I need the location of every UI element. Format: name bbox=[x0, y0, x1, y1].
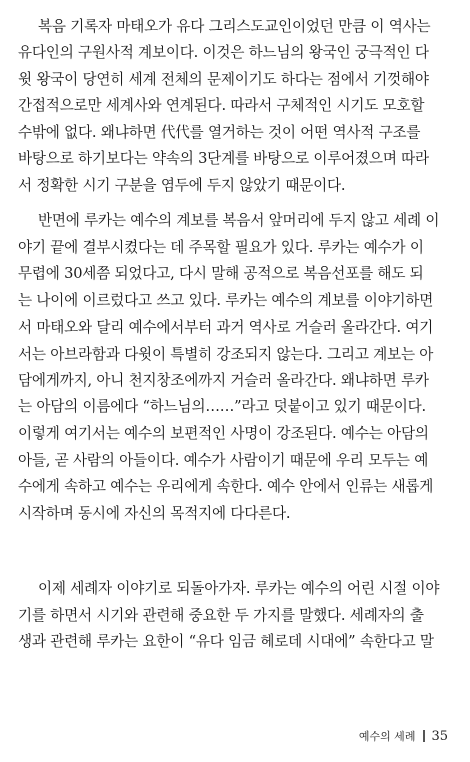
text-line: 생과 관련해 루카는 요한이 “유다 임금 헤로데 시대에” 속한다고 말 bbox=[18, 633, 434, 650]
text-line: 는 나이에 이르렀다고 쓰고 있다. 루카는 예수의 계보를 이야기하면 bbox=[18, 292, 434, 309]
text-line: 수에게 속하고 예수는 우리에게 속한다. 예수 안에서 인류는 새롭게 bbox=[18, 478, 434, 495]
footer-divider bbox=[423, 730, 425, 742]
running-title: 예수의 세례 bbox=[358, 730, 416, 743]
text-line: 아들, 곧 사람의 아들이다. 예수가 사람이기 때문에 우리 모두는 예 bbox=[18, 452, 429, 469]
text-line: 서는 아브라함과 다윗이 특별히 강조되지 않는다. 그리고 계보는 아 bbox=[18, 346, 434, 363]
text-line: 시작하며 동시에 자신의 목적지에 다다른다. bbox=[18, 505, 291, 522]
text-line: 는 아담의 이름에다 “하느님의……”라고 덧붙이고 있기 때문이다. bbox=[18, 398, 426, 415]
text-line: 서 마태오와 달리 예수에서부터 과거 역사로 거슬러 올라간다. 여기 bbox=[18, 319, 434, 336]
text-line: 이제 세례자 이야기로 되돌아가자. 루카는 예수의 어린 시절 이야 bbox=[38, 580, 440, 597]
text-line: 유다인의 구원사적 계보이다. 이것은 하느님의 왕국인 궁극적인 다 bbox=[18, 44, 429, 61]
text-line: 수밖에 없다. 왜냐하면 代代를 열거하는 것이 어떤 역사적 구조를 bbox=[18, 124, 421, 141]
text-line: 간접적으로만 세계사와 연계된다. 따라서 구체적인 시기도 모호할 bbox=[18, 97, 425, 114]
text-line: 야기 끝에 결부시켰다는 데 주목할 필요가 있다. 루카는 예수가 이 bbox=[18, 239, 424, 256]
text-line: 바탕으로 하기보다는 약속의 3단계를 바탕으로 이루어졌으며 따라 bbox=[18, 150, 429, 167]
text-line: 무렵에 30세쯤 되었다고, 다시 말해 공적으로 복음선포를 해도 되 bbox=[18, 265, 424, 282]
text-line: 복음 기록자 마태오가 유다 그리스도교인이었던 만큼 이 역사는 bbox=[38, 18, 431, 35]
page-footer bbox=[359, 728, 448, 744]
page-number: 35 bbox=[431, 729, 448, 744]
text-line: 이렇게 여기서는 예수의 보편적인 사명이 강조된다. 예수는 아담의 bbox=[18, 425, 429, 442]
text-line: 담에게까지, 아니 천지창조에까지 거슬러 올라간다. 왜냐하면 루카 bbox=[18, 372, 429, 389]
text-line: 기를 하면서 시기와 관련해 중요한 두 가지를 말했다. 세례자의 출 bbox=[18, 607, 424, 624]
text-line: 서 정확한 시기 구분을 염두에 두지 않았기 때문이다. bbox=[18, 177, 346, 194]
text-line: 윗 왕국이 당연히 세계 전체의 문제이기도 하다는 점에서 기껏해야 bbox=[18, 71, 429, 88]
text-line: 반면에 루카는 예수의 계보를 복음서 앞머리에 두지 않고 세례 이 bbox=[38, 212, 440, 229]
